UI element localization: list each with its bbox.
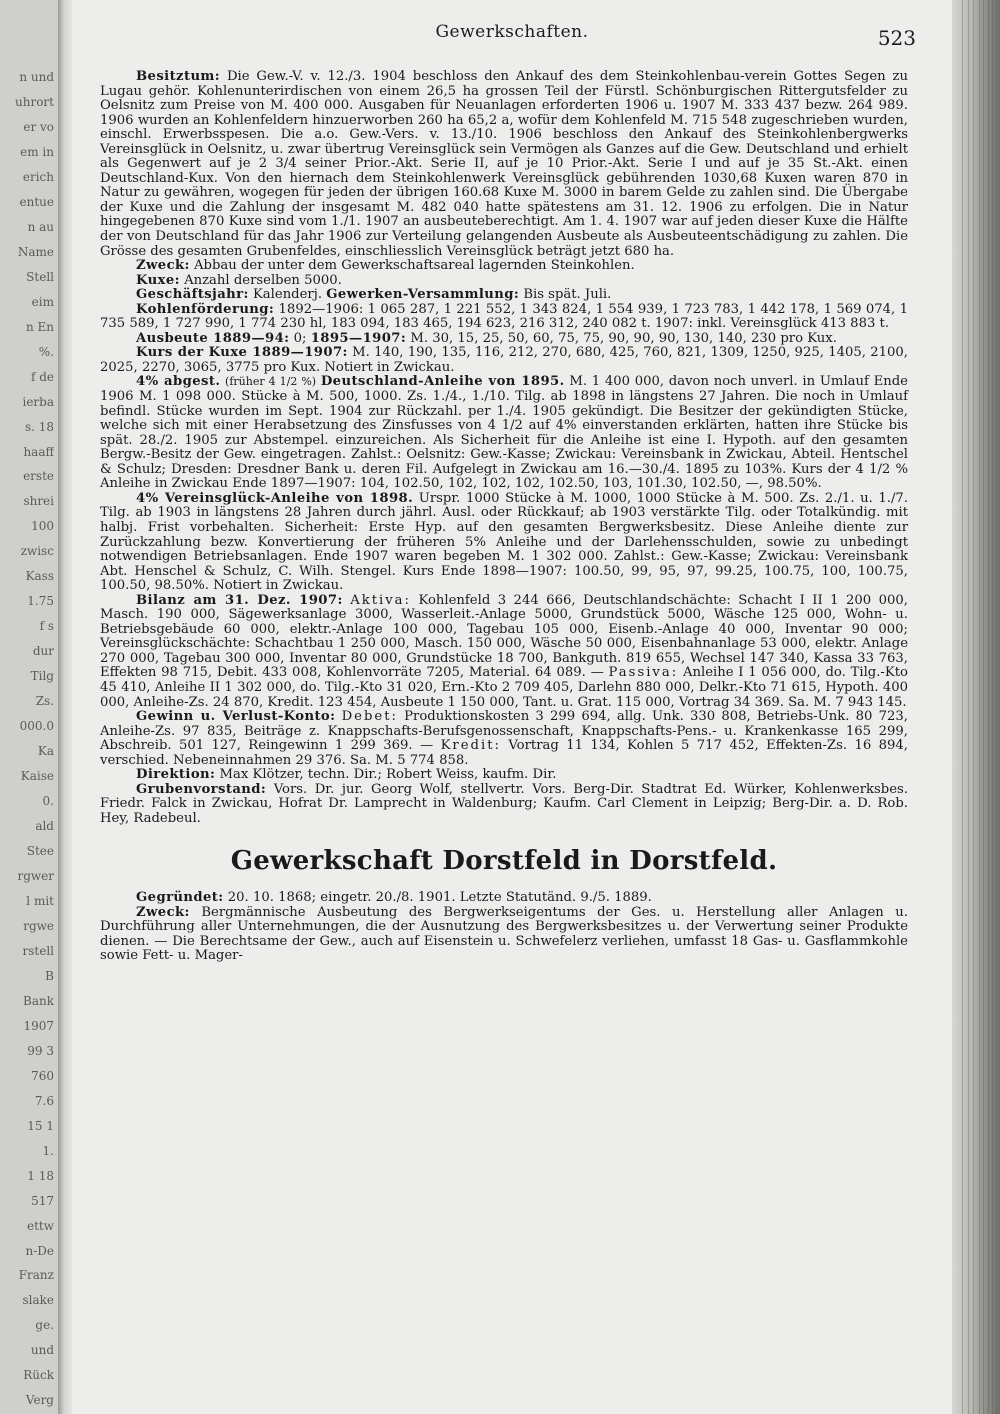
margin-fragment: slake — [22, 1293, 54, 1308]
section-deutschland-anleihe: 4% abgest. (früher 4 1/2 %) Deutschland-Anleihe von 1895. M. 1 400 000, davon noch unverl. in Umlauf Ende 1906 M. 1 098 000. Stücke à M. 500, 1000. Zs. 1./4., 1./10. Tilg. ab 1898 in längstens 27 Jahren. Die noch in Umlauf befindl. Stücke wurden im Sept. 1904 zur Rückzahl. per 1./4. 1905 gekündigt. Die Besitzer der gekündigten Stücke, welche sich mit einer Herabsetzung des Zinsfusses von 4 1/2 auf 4% einverstanden erklärten, hatten ihre Stücke bis spät. 28./2. 1905 zur Abstempel. einzureichen. Als Sicherheit für die Anleihe ist eine I. Hypoth. auf den gesamten Bergw.-Besitz der Gew. eingetragen. Zahlst.: Oelsnitz: Gew.-Kasse; Zwickau: Vereinsbank in Zwickau, Abteil. Hentschel & Schulz; Dresden: Dresdner Bank u. deren Fil. Aufgelegt in Zwickau am 16.—30./4. 1895 zu 103%. Kurs der 4 1/2 % Anleihe in Zwickau Ende 1897—1907: 104, 102.50, 102, 102, 102, 102.50, 103, 101.30, 102.50, —, 98.50%. — [100, 374, 908, 492]
margin-fragment: uhrort — [15, 94, 54, 109]
margin-fragment: B — [45, 968, 54, 983]
margin-fragment: 15 1 — [27, 1118, 54, 1133]
section-besitztum: Besitztum: Die Gew.-V. v. 12./3. 1904 beschloss den Ankauf des dem Steinkohlenbau-verein Gottes Segen zu Lugau gehör. Kohlenunterirdischen von einem 26,5 ha grossen Teil der Fürstl. Schönburgischen Rittergutsfelder zu Oelsnitz zum Preise von M. 400 000. Ausgaben für Neuanlagen erforderten 1906 u. 1907 M. 333 437 bezw. 264 989. 1906 wurden an Kohlenfeldern hinzuerworben 260 ha 65,2 a, wofür dem Kohlenfeld M. 715 548 zugeschrieben wurden, einschl. Erwerbsspesen. Die a.o. Gew.-Vers. v. 13./10. 1906 beschloss den Ankauf des Steinkohlenbergwerks Vereinsglück in Oelsnitz, u. zwar übertrug Vereinsglück sein Vermögen als Ganzes auf die Gew. Deutschland und erhielt als Gegenwert auf je 2 3/4 seiner Prior.-Akt. Serie II, auf je 10 Prior.-Akt. Serie I und auf je 35 St.-Akt. einen Deutschland-Kux. Von den hiernach dem Steinkohlenwerk Vereinsglück gebührenden 1030,68 Kuxen waren 870 in Natur zu gewähren, wogegen für jeden der übrigen 160.68 Kuxe M. 3000 in barem Gelde zu zahlen sind. Die Übergabe der Kuxe und die Zahlung der insgesamt M. 482 040 hatte spätestens am 31. 12. 1906 zu erfolgen. Die in Natur hingegebenen 870 Kuxe sind vom 1./1. 1907 an ausbeuteberechtigt. Am 1. 4. 1907 war auf jeden dieser Kuxe die Hälfte der von Deutschland für das Jahr 1906 zur Verteilung gelangenden Ausbeute als Ausbeuteentschädigung zu zahlen. Die Grösse des gesamten Grubenfeldes, einschliesslich Vereinsglück beträgt jetzt 680 ha. — [100, 69, 908, 259]
margin-fragment: und — [30, 1343, 54, 1358]
margin-fragment: entue — [19, 194, 54, 209]
section-kuxe: Kuxe: Anzahl derselben 5000. — [136, 272, 342, 288]
running-title: Gewerkschaften. — [435, 22, 589, 42]
page-body — [100, 70, 908, 964]
adjacent-page-strip — [0, 0, 59, 1414]
margin-fragment: s. 18 — [24, 419, 54, 434]
section-direktion: Direktion: Max Klötzer, techn. Dir.; Robert Weiss, kaufm. Dir. — [136, 767, 557, 783]
margin-fragment: zwisc — [20, 544, 54, 559]
page-edge-shadow — [952, 0, 1000, 1414]
margin-fragment: 99 3 — [27, 1043, 54, 1058]
margin-fragment: Kass — [25, 569, 54, 584]
margin-fragment: rstell — [22, 943, 54, 958]
margin-fragment: Franz — [18, 1268, 54, 1283]
margin-fragment: Name — [17, 244, 54, 259]
section-ausbeute: Ausbeute 1889—94: 0; 1895—1907: M. 30, 15, 25, 50, 60, 75, 75, 90, 90, 90, 130, 140, 230 pro Kux. — [136, 330, 837, 346]
margin-fragment: n-De — [25, 1243, 54, 1258]
section-kurs-der-kuxe: Kurs der Kuxe 1889—1907: M. 140, 190, 135, 116, 212, 270, 680, 425, 760, 821, 1309, 1250, 925, 1405, 2100, 2025, 2270, 3065, 3775 pro Kux. Notiert in Zwickau. — [100, 345, 908, 375]
margin-fragment: f de — [30, 369, 54, 384]
margin-fragment: ge. — [35, 1318, 54, 1333]
margin-fragment: 760 — [31, 1068, 54, 1083]
margin-fragment: 0. — [42, 794, 54, 809]
section-zweck: Zweck: Abbau der unter dem Gewerkschaftsareal lagernden Steinkohlen. — [136, 258, 635, 274]
margin-fragment: dur — [32, 644, 54, 659]
margin-fragment: 1.75 — [27, 594, 54, 609]
margin-fragment: haaff — [23, 444, 54, 459]
margin-fragment: Zs. — [35, 694, 54, 709]
margin-fragment: n und — [19, 70, 54, 84]
margin-fragment: ettw — [26, 1218, 54, 1233]
company-heading: Gewerkschaft Dorstfeld in Dorstfeld. — [230, 846, 778, 877]
margin-fragment: Verg — [25, 1393, 54, 1408]
margin-fragment: 517 — [31, 1193, 54, 1208]
margin-fragment: rgwer — [17, 868, 54, 883]
document-page — [72, 0, 952, 1414]
margin-fragment: Stee — [26, 844, 54, 859]
margin-fragment: Stell — [26, 269, 54, 284]
margin-fragment: n au — [27, 219, 54, 234]
margin-fragment: ald — [35, 819, 54, 834]
section-gegruendet: Gegründet: 20. 10. 1868; eingetr. 20./8. 1901. Letzte Statutänd. 9./5. 1889. — [136, 889, 652, 905]
margin-fragment: Tilg — [30, 669, 54, 684]
section-bilanz: Bilanz am 31. Dez. 1907: Aktiva: Kohlenfeld 3 244 666, Deutschlandschächte: Schacht I II 1 200 000, Masch. 190 000, Sägewerksanlage 3000, Wasserleit.-Anlage 5000, Grundstück 5000, Wäsche 125 000, Wohn- u. Betriebsgebäude 60 000, elektr.-Anlage 100 000, Tagebau 105 000, Eisenb.-Anlage 40 000, Inventar 90 000; Vereinsglückschächte: Schachtbau 1 250 000, Masch. 150 000, Wäsche 50 000, Eisenbahnanlage 53 000, elektr. Anlage 270 000, Tagebau 300 000, Inventar 80 000, Grundstücke 18 700, Bankguth. 819 655, Wechsel 147 340, Kassa 33 763, Effekten 98 715, Debit. 433 008, Kohlenvorräte 7205, Material. 64 089. — Passiva: Anleihe I 1 056 000, do. Tilg.-Kto 45 410, Anleihe II 1 302 000, do. Tilg.-Kto 31 020, Ern.-Kto 2 709 405, Darlehn 880 000, Delkr.-Kto 71 615, Hypoth. 400 000, Anleihe-Zs. 24 870, Kredit. 123 454, Ausbeute 1 150 000, Tant. u. Grat. 115 000, Vortrag 34 369. Sa. M. 7 943 145. — [100, 592, 909, 710]
margin-fragment: 000.0 — [19, 719, 54, 734]
margin-fragment: er vo — [23, 119, 54, 134]
margin-fragment: Kaise — [20, 769, 54, 784]
margin-fragment: erich — [22, 169, 54, 184]
margin-fragment: 1 18 — [27, 1168, 54, 1183]
section-vereinsglueck-anleihe: 4% Vereinsglück-Anleihe von 1898. Urspr. 1000 Stücke à M. 1000, 1000 Stücke à M. 500. Zs. 2./1. u. 1./7. Tilg. ab 1903 in längstens 28 Jahren durch jährl. Ausl. oder Rückkauf; ab 1903 verstärkte Tilg. oder Totalkündig. mit halbj. Frist vorbehalten. Sicherheit: Erste Hyp. auf den gesamten Bergwerksbesitz. Diese Anleihe diente zur Zurückzahlung bezw. Konvertierung der früheren 5% Anleihe und der Darlehensschulden, sowie zu unbedingt notwendigen Betriebsanlagen. Ende 1907 waren begeben M. 1 302 000. Zahlst.: Gew.-Kasse; Zwickau: Vereinsbank Abt. Henschel & Schulz, C. Wilh. Stengel. Kurs Ende 1898—1907: 100.50, 99, 95, 97, 99.25, 100.75, 100, 100.75, 100.50, 98.50%. Notiert in Zwickau. — [100, 490, 908, 594]
section-geschaeftsjahr: Geschäftsjahr: Kalenderj. Gewerken-Versammlung: Bis spät. Juli. — [136, 287, 612, 303]
margin-fragment: 100 — [31, 519, 54, 534]
margin-fragment: n En — [25, 319, 54, 334]
margin-fragment: eim — [31, 294, 54, 309]
margin-fragment: erste — [23, 469, 54, 484]
margin-fragment: f s — [39, 619, 54, 634]
margin-fragment: 1. — [42, 1143, 54, 1158]
margin-fragment: Ka — [37, 744, 54, 759]
section-gewinn-verlust: Gewinn u. Verlust-Konto: Debet: Produktionskosten 3 299 694, allg. Unk. 330 808, Betriebs-Unk. 80 723, Anleihe-Zs. 97 835, Beiträge z. Knappschafts-Berufsgenossenschaft, Knappschafts-Pens.- u. Krankenkasse 165 299, Abschreib. 501 127, Reingewinn 1 299 369. — Kredit: Vortrag 11 134, Kohlen 5 717 452, Effekten-Zs. 16 894, verschied. Nebeneinnahmen 29 376. Sa. M. 5 774 858. — [100, 709, 908, 768]
margin-fragment: em in — [20, 144, 54, 159]
section-kohlenfoerderung: Kohlenförderung: 1892—1906: 1 065 287, 1 221 552, 1 343 824, 1 554 939, 1 723 783, 1 442 178, 1 569 074, 1 735 589, 1 727 990, 1 774 230 hl, 183 094, 183 465, 194 623, 216 312, 240 082 t. 1907: inkl. Vereinsglück 413 883 t. — [100, 301, 908, 332]
margin-fragment: 1907 — [23, 1018, 54, 1033]
margin-fragment: 7.6 — [34, 1093, 54, 1108]
margin-fragment: shrei — [23, 494, 54, 509]
section-dorstfeld-zweck: Zweck: Bergmännische Ausbeutung des Bergwerkseigentums der Ges. u. Herstellung aller Anlagen u. Durchführung aller Unternehmungen, die der Ausnutzung des Bergwerksbesitzes u. der Verwertung seiner Produkte dienen. — Die Berechtsame der Gew., auch auf Eisenstein u. Schwefelerz verliehen, umfasst 18 Gas- u. Gasflammkohle sowie Fett- u. Mager- — [100, 904, 908, 964]
page-header — [72, 22, 952, 50]
book-spine — [58, 0, 72, 1414]
margin-fragment: l mit — [26, 893, 54, 908]
margin-fragment: %. — [38, 344, 54, 359]
margin-fragment: rgwe — [23, 918, 54, 933]
margin-fragment: Rück — [23, 1368, 54, 1383]
page-number: 523 — [877, 26, 916, 50]
margin-fragment: Bank — [23, 993, 54, 1008]
margin-fragment: ierba — [22, 394, 54, 409]
section-grubenvorstand: Grubenvorstand: Vors. Dr. jur. Georg Wolf, stellvertr. Vors. Berg-Dir. Stadtrat Ed. Würker, Kohlenwerksbes. Friedr. Falck in Zwickau, Hofrat Dr. Lamprecht in Waldenburg; Kaufm. Carl Clement in Leipzig; Berg-Dir. a. D. Rob. Hey, Radebeul. — [100, 781, 908, 826]
